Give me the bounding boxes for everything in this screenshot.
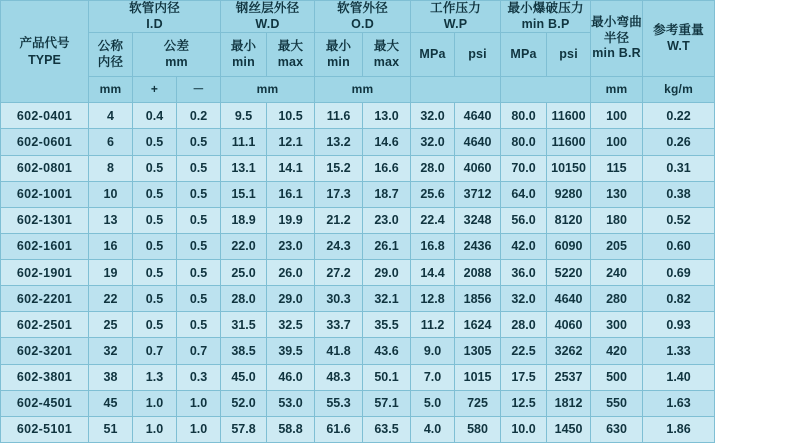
cell-od-min: 21.2 [315,207,363,233]
cell-id-nominal: 8 [89,155,133,181]
cell-bp-psi: 11600 [547,103,591,129]
header-row-group [1,1,786,33]
header-tolerance-minus: － [177,77,221,103]
cell-bp-mpa: 80.0 [501,103,547,129]
cell-bp-psi: 5220 [547,260,591,286]
table-row [1,364,786,390]
cell-tol-plus: 0.5 [133,260,177,286]
cell-od-min: 55.3 [315,390,363,416]
header-inner-diameter [89,1,221,33]
cell-wp-mpa: 14.4 [411,260,455,286]
cell-weight: 0.52 [643,207,715,233]
table-row [1,286,786,312]
cell-wp-psi: 1856 [455,286,501,312]
cell-wp-psi: 725 [455,390,501,416]
cell-wd-min: 45.0 [221,364,267,390]
cell-wd-min: 52.0 [221,390,267,416]
cell-wp-mpa: 4.0 [411,416,455,442]
cell-wp-mpa: 32.0 [411,129,455,155]
header-type-cn: 产品代号 [19,36,70,51]
cell-tol-plus: 0.5 [133,233,177,259]
header-id-nominal-cn1: 公称 [97,39,124,54]
header-bp-cn: 最小爆破压力 [507,1,584,15]
cell-bp-psi: 9280 [547,181,591,207]
cell-od-max: 14.6 [363,129,411,155]
cell-tol-plus: 0.7 [133,338,177,364]
header-id-tolerance-unit: mm [165,54,188,69]
cell-weight: 0.93 [643,312,715,338]
cell-bp-mpa: 36.0 [501,260,547,286]
header-id-cn: 软管内径 [129,1,180,15]
cell-od-max: 32.1 [363,286,411,312]
cell-od-max: 13.0 [363,103,411,129]
cell-bp-psi: 4060 [547,312,591,338]
cell-tol-minus: 0.5 [177,260,221,286]
cell-wp-mpa: 25.6 [411,181,455,207]
cell-wd-min: 18.9 [221,207,267,233]
cell-code: 602-2201 [1,286,89,312]
cell-bend-radius: 630 [591,416,643,442]
header-od-unit: mm [315,77,411,103]
cell-bp-psi: 6090 [547,233,591,259]
table-row [1,181,786,207]
cell-tol-plus: 1.0 [133,390,177,416]
cell-od-max: 18.7 [363,181,411,207]
cell-bp-psi: 4640 [547,286,591,312]
cell-wd-min: 9.5 [221,103,267,129]
cell-weight: 1.63 [643,390,715,416]
cell-wd-max: 14.1 [267,155,315,181]
header-wt-en: W.T [667,38,690,53]
cell-wp-mpa: 11.2 [411,312,455,338]
header-bp-unit-spacer [501,77,591,103]
cell-tol-plus: 0.5 [133,129,177,155]
cell-code: 602-0801 [1,155,89,181]
cell-wd-min: 38.5 [221,338,267,364]
cell-wp-psi: 580 [455,416,501,442]
cell-tol-plus: 0.5 [133,181,177,207]
cell-od-min: 27.2 [315,260,363,286]
header-wd-min-en: min [232,54,255,69]
header-outer-diameter [315,1,411,33]
cell-wd-max: 26.0 [267,260,315,286]
cell-code: 602-0601 [1,129,89,155]
cell-code: 602-3201 [1,338,89,364]
header-wd-unit: mm [221,77,315,103]
cell-bp-mpa: 28.0 [501,312,547,338]
cell-wd-max: 12.1 [267,129,315,155]
cell-bend-radius: 115 [591,155,643,181]
cell-bend-radius: 240 [591,260,643,286]
cell-od-min: 13.2 [315,129,363,155]
cell-id-nominal: 32 [89,338,133,364]
cell-bp-mpa: 22.5 [501,338,547,364]
cell-bend-radius: 550 [591,390,643,416]
cell-tol-minus: 0.3 [177,364,221,390]
cell-id-nominal: 25 [89,312,133,338]
cell-tol-plus: 0.5 [133,155,177,181]
cell-tol-plus: 1.0 [133,416,177,442]
cell-tol-minus: 0.5 [177,155,221,181]
header-wp-psi: psi [455,33,501,77]
cell-id-nominal: 51 [89,416,133,442]
table-row [1,129,786,155]
cell-tol-minus: 0.2 [177,103,221,129]
header-bend-radius [591,1,643,77]
cell-bp-mpa: 56.0 [501,207,547,233]
cell-wd-min: 15.1 [221,181,267,207]
header-br-en: min B.R [592,46,641,61]
cell-od-max: 43.6 [363,338,411,364]
header-id-nominal-unit: mm [89,77,133,103]
cell-wp-psi: 4640 [455,129,501,155]
header-type [1,1,89,103]
cell-tol-minus: 1.0 [177,390,221,416]
header-wd-cn: 钢丝层外径 [235,1,300,15]
cell-id-nominal: 45 [89,390,133,416]
header-wt-unit: kg/m [643,77,715,103]
header-wd-en: W.D [255,16,280,31]
cell-wp-psi: 4640 [455,103,501,129]
cell-bp-mpa: 64.0 [501,181,547,207]
table-row [1,260,786,286]
cell-tol-minus: 0.7 [177,338,221,364]
header-working-pressure [411,1,501,33]
header-burst-pressure [501,1,591,33]
cell-wd-min: 31.5 [221,312,267,338]
cell-od-min: 48.3 [315,364,363,390]
cell-bend-radius: 500 [591,364,643,390]
cell-wd-max: 16.1 [267,181,315,207]
cell-wp-mpa: 28.0 [411,155,455,181]
cell-tol-minus: 0.5 [177,181,221,207]
cell-code: 602-1901 [1,260,89,286]
cell-id-nominal: 16 [89,233,133,259]
cell-wp-mpa: 16.8 [411,233,455,259]
cell-bend-radius: 130 [591,181,643,207]
cell-wp-mpa: 5.0 [411,390,455,416]
table-row [1,207,786,233]
cell-tol-plus: 0.5 [133,312,177,338]
cell-wp-mpa: 12.8 [411,286,455,312]
cell-bp-mpa: 17.5 [501,364,547,390]
header-bp-mpa: MPa [501,33,547,77]
cell-bp-mpa: 80.0 [501,129,547,155]
cell-od-max: 29.0 [363,260,411,286]
cell-bend-radius: 300 [591,312,643,338]
cell-weight: 0.82 [643,286,715,312]
cell-tol-plus: 0.5 [133,207,177,233]
header-br-unit: mm [591,77,643,103]
cell-wp-mpa: 32.0 [411,103,455,129]
cell-wp-mpa: 22.4 [411,207,455,233]
cell-wd-max: 29.0 [267,286,315,312]
cell-wd-min: 11.1 [221,129,267,155]
header-br-cn: 最小弯曲半径 [591,15,642,45]
cell-weight: 0.69 [643,260,715,286]
cell-bp-psi: 3262 [547,338,591,364]
header-wd-max-cn: 最大 [277,39,304,54]
table-row [1,416,786,442]
header-od-max-cn: 最大 [373,39,400,54]
cell-tol-plus: 0.5 [133,286,177,312]
cell-code: 602-2501 [1,312,89,338]
cell-tol-minus: 0.5 [177,233,221,259]
cell-bend-radius: 100 [591,103,643,129]
cell-tol-minus: 0.5 [177,207,221,233]
cell-bp-psi: 10150 [547,155,591,181]
header-tolerance-plus: + [133,77,177,103]
cell-od-min: 17.3 [315,181,363,207]
cell-wp-psi: 2436 [455,233,501,259]
header-od-min-cn: 最小 [325,39,352,54]
cell-wd-max: 39.5 [267,338,315,364]
cell-wd-max: 23.0 [267,233,315,259]
header-wire-diameter [221,1,315,33]
cell-bp-mpa: 42.0 [501,233,547,259]
cell-bp-psi: 1450 [547,416,591,442]
cell-bend-radius: 100 [591,129,643,155]
cell-od-max: 23.0 [363,207,411,233]
cell-wd-min: 57.8 [221,416,267,442]
header-od-min [315,33,363,77]
cell-weight: 1.33 [643,338,715,364]
cell-code: 602-1301 [1,207,89,233]
cell-bp-mpa: 70.0 [501,155,547,181]
cell-bp-mpa: 32.0 [501,286,547,312]
cell-weight: 0.60 [643,233,715,259]
cell-wd-min: 22.0 [221,233,267,259]
cell-wd-max: 46.0 [267,364,315,390]
cell-weight: 0.26 [643,129,715,155]
cell-wd-max: 32.5 [267,312,315,338]
header-type-en: TYPE [28,52,61,67]
header-wd-min-cn: 最小 [230,39,257,54]
header-id-nominal [89,33,133,77]
cell-id-nominal: 22 [89,286,133,312]
cell-od-min: 61.6 [315,416,363,442]
cell-bp-psi: 8120 [547,207,591,233]
header-wd-min [221,33,267,77]
header-row-units [1,77,786,103]
header-wp-unit-spacer [411,77,501,103]
table-row [1,233,786,259]
table-header [1,1,786,103]
cell-wd-max: 53.0 [267,390,315,416]
header-bp-psi: psi [547,33,591,77]
cell-od-max: 26.1 [363,233,411,259]
cell-od-min: 11.6 [315,103,363,129]
cell-wp-psi: 4060 [455,155,501,181]
table-row [1,155,786,181]
cell-bp-mpa: 12.5 [501,390,547,416]
table-row [1,338,786,364]
cell-bend-radius: 180 [591,207,643,233]
cell-code: 602-5101 [1,416,89,442]
cell-weight: 0.38 [643,181,715,207]
header-wp-mpa: MPa [411,33,455,77]
cell-wd-max: 19.9 [267,207,315,233]
header-wt-cn: 参考重量 [653,23,704,37]
cell-id-nominal: 10 [89,181,133,207]
cell-code: 602-1601 [1,233,89,259]
header-od-max-en: max [373,54,400,69]
cell-bp-psi: 1812 [547,390,591,416]
cell-od-min: 24.3 [315,233,363,259]
cell-bend-radius: 420 [591,338,643,364]
cell-bend-radius: 205 [591,233,643,259]
cell-weight: 1.86 [643,416,715,442]
cell-od-max: 57.1 [363,390,411,416]
cell-weight: 0.22 [643,103,715,129]
header-id-tolerance [133,33,221,77]
header-od-cn: 软管外径 [337,1,388,15]
cell-tol-minus: 1.0 [177,416,221,442]
cell-id-nominal: 38 [89,364,133,390]
cell-od-min: 33.7 [315,312,363,338]
cell-od-max: 35.5 [363,312,411,338]
cell-wp-psi: 3712 [455,181,501,207]
cell-wp-psi: 2088 [455,260,501,286]
cell-code: 602-4501 [1,390,89,416]
cell-wd-min: 25.0 [221,260,267,286]
cell-id-nominal: 6 [89,129,133,155]
header-weight [643,1,715,77]
cell-wp-mpa: 7.0 [411,364,455,390]
cell-weight: 0.31 [643,155,715,181]
header-od-en: O.D [351,16,374,31]
cell-od-min: 15.2 [315,155,363,181]
cell-wp-psi: 1624 [455,312,501,338]
cell-tol-minus: 0.5 [177,129,221,155]
cell-tol-plus: 0.4 [133,103,177,129]
cell-bp-psi: 2537 [547,364,591,390]
cell-wd-max: 10.5 [267,103,315,129]
cell-tol-plus: 1.3 [133,364,177,390]
header-id-tolerance-cn: 公差 [163,39,190,54]
table-row [1,390,786,416]
cell-id-nominal: 19 [89,260,133,286]
cell-bp-mpa: 10.0 [501,416,547,442]
cell-weight: 1.40 [643,364,715,390]
cell-bend-radius: 280 [591,286,643,312]
cell-bp-psi: 11600 [547,129,591,155]
cell-code: 602-3801 [1,364,89,390]
table-row [1,312,786,338]
cell-wd-min: 28.0 [221,286,267,312]
cell-od-max: 50.1 [363,364,411,390]
cell-wd-min: 13.1 [221,155,267,181]
cell-id-nominal: 13 [89,207,133,233]
table-body [1,103,786,443]
header-od-min-en: min [327,54,350,69]
header-id-nominal-cn2: 内径 [97,54,124,69]
cell-wd-max: 58.8 [267,416,315,442]
cell-od-max: 63.5 [363,416,411,442]
cell-code: 602-1001 [1,181,89,207]
header-wp-en: W.P [443,16,468,31]
header-wd-max-en: max [277,54,304,69]
cell-wp-psi: 1015 [455,364,501,390]
header-id-en: I.D [146,16,163,31]
cell-code: 602-0401 [1,103,89,129]
cell-wp-mpa: 9.0 [411,338,455,364]
header-wd-max [267,33,315,77]
cell-id-nominal: 4 [89,103,133,129]
cell-tol-minus: 0.5 [177,312,221,338]
cell-od-min: 30.3 [315,286,363,312]
cell-wp-psi: 1305 [455,338,501,364]
cell-od-max: 16.6 [363,155,411,181]
cell-wp-psi: 3248 [455,207,501,233]
header-od-max [363,33,411,77]
table-row [1,103,786,129]
header-bp-en: min B.P [521,16,570,31]
cell-od-min: 41.8 [315,338,363,364]
header-wp-cn: 工作压力 [430,1,481,15]
cell-tol-minus: 0.5 [177,286,221,312]
